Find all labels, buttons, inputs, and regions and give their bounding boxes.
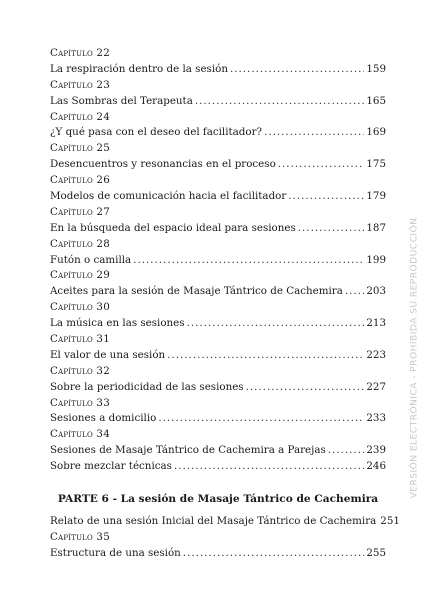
toc-entry [50,253,386,269]
dot-leader [288,189,364,205]
toc-entry [50,157,386,173]
dot-leader [167,348,364,364]
toc-entry [50,459,386,475]
entry-title: Futón o camilla [50,253,132,266]
dot-leader [158,411,364,427]
entry-page-number: 251 [380,515,400,528]
entry-title: La música en las sesiones [50,317,185,330]
chapter-label: Capítulo 34 [50,428,110,441]
entry-title: Estructura de una sesión [50,546,181,559]
entry-page-number: 239 [366,444,386,457]
dot-leader [195,94,365,110]
entry-title: Sobre mezclar técnicas [50,460,172,473]
toc-entry [50,411,386,427]
chapter-label: Capítulo 31 [50,333,110,346]
entry-page-number: 213 [366,317,386,330]
dot-leader [133,253,364,269]
toc-entry [50,514,400,530]
entry-page-number: 203 [366,285,386,298]
toc-entry [50,189,386,205]
part-heading: PARTE 6 - La sesión de Masaje Tántrico de Cachemira [57,493,379,506]
toc-entry [50,348,386,364]
entry-page-number: 223 [366,348,386,361]
entry-title: Sesiones de Masaje Tántrico de Cachemira a Parejas [50,444,326,457]
entry-page-number: 199 [366,253,386,266]
toc-block-1 [50,46,386,475]
dot-leader [246,380,365,396]
entry-page-number: 227 [366,380,386,393]
chapter-label: Capítulo 26 [50,174,110,187]
entry-title: La respiración dentro de la sesión [50,62,228,75]
toc-entry [50,443,386,459]
entry-page-number: 175 [366,158,386,171]
chapter-label: Capítulo 27 [50,205,110,218]
entry-page-number: 179 [366,190,386,203]
entry-page-number: 169 [366,126,386,139]
entry-title: En la búsqueda del espacio ideal para sesiones [50,221,296,234]
entry-title: Aceites para la sesión de Masaje Tántrico de Cachemira [50,285,343,298]
toc-entry [50,546,386,562]
toc-block-2 [50,514,400,562]
entry-title: Sesiones a domicilio [50,412,157,425]
toc-entry [50,221,386,237]
entry-page-number: 233 [366,412,386,425]
chapter-label: Capítulo 23 [50,78,110,91]
toc-entry [50,316,386,332]
chapter-label: Capítulo 22 [50,47,110,59]
dot-leader [230,62,364,78]
toc-entry [50,284,386,300]
watermark-text: VERSIÓN ELECTRÓNICA - PROHIBIDA SU REPRODUCCIÓN [408,217,420,499]
dot-leader [187,316,365,332]
dot-leader [345,284,364,300]
dot-leader [328,443,365,459]
entry-title: Relato de una sesión Inicial del Masaje Tántrico de Cachemira [50,515,377,528]
entry-title: El valor de una sesión [50,348,166,361]
toc-entry [50,380,386,396]
entry-title: Desencuentros y resonancias en el proceso [50,158,276,171]
chapter-label: Capítulo 30 [50,301,110,314]
chapter-label: Capítulo 29 [50,269,110,282]
chapter-label: Capítulo 33 [50,396,110,409]
entry-page-number: 159 [366,62,386,75]
toc-entry [50,62,386,78]
entry-title: Sobre la periodicidad de las sesiones [50,380,244,393]
entry-page-number: 165 [366,94,386,107]
dot-leader [298,221,365,237]
dot-leader [264,125,364,141]
chapter-label: Capítulo 25 [50,142,110,155]
toc-entry [50,94,386,110]
entry-page-number: 246 [366,460,386,473]
entry-page-number: 255 [366,546,386,559]
dot-leader [278,157,365,173]
dot-leader [174,459,364,475]
table-of-contents [50,46,400,562]
chapter-label: Capítulo 24 [50,110,110,123]
chapter-label: Capítulo 32 [50,364,110,377]
chapter-label: Capítulo 28 [50,237,110,250]
chapter-label: Capítulo 35 [50,530,110,543]
entry-title: Modelos de comunicación hacia el facilitador [50,190,287,203]
entry-title: Las Sombras del Terapeuta [50,94,193,107]
entry-title: ¿Y qué pasa con el deseo del facilitador? [50,126,263,139]
entry-page-number: 187 [366,221,386,234]
dot-leader [183,546,365,562]
toc-entry [50,125,386,141]
